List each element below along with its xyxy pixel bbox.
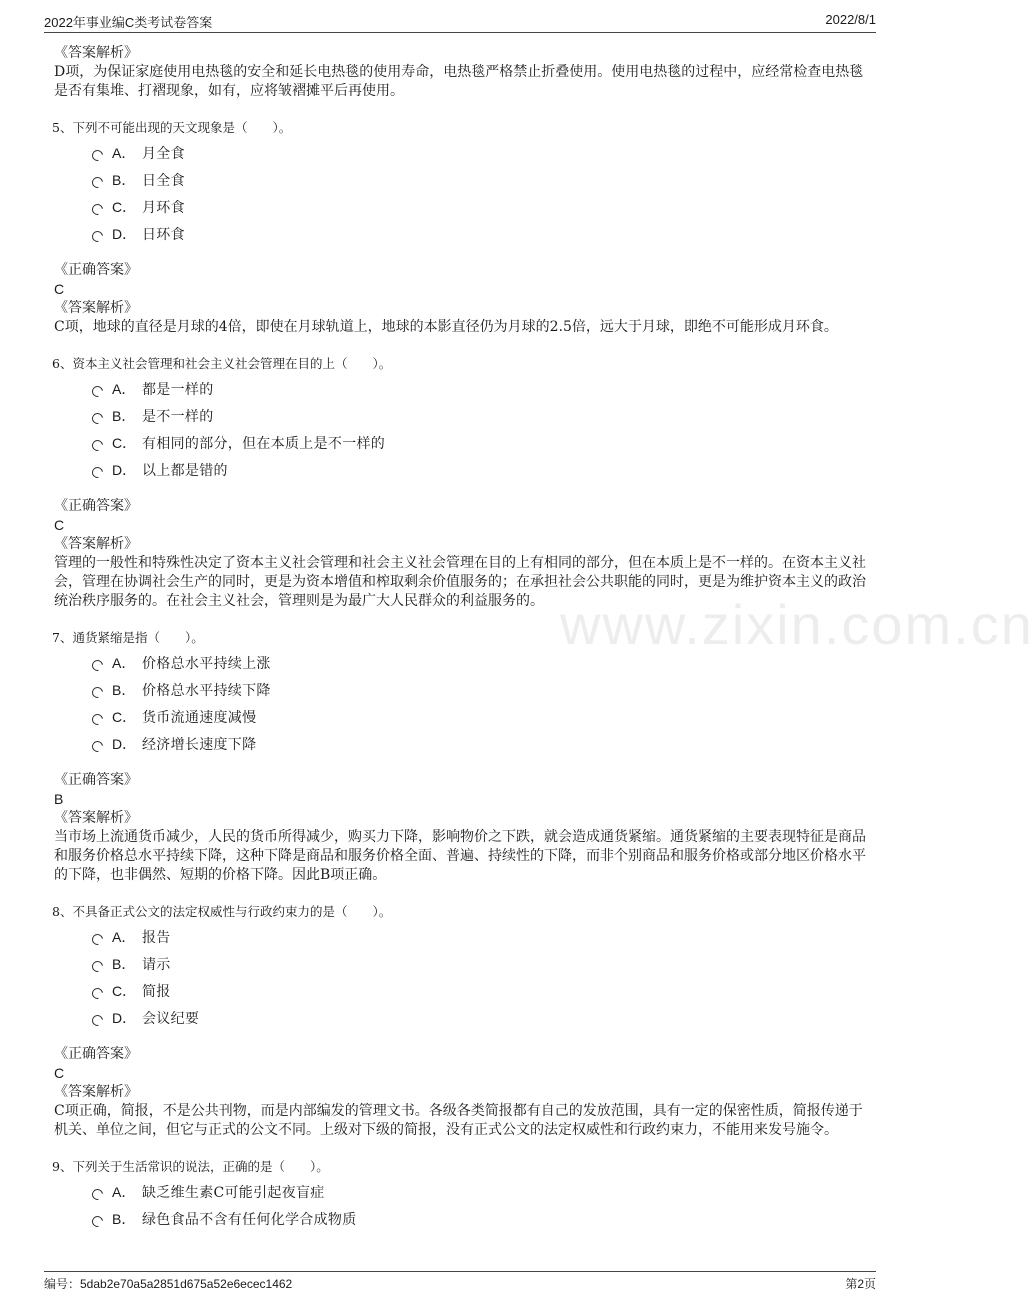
option-d[interactable]: D． 日环食 bbox=[92, 220, 866, 247]
radio-icon[interactable] bbox=[90, 658, 105, 673]
option-b[interactable]: B． 请示 bbox=[92, 950, 866, 977]
option-b[interactable]: B． 价格总水平持续下降 bbox=[92, 676, 866, 703]
radio-icon[interactable] bbox=[90, 986, 105, 1001]
question-stem: 5、下列不可能出现的天文现象是（ ）。 bbox=[52, 120, 292, 135]
option-c[interactable]: C． 有相同的部分，但在本质上是不一样的 bbox=[92, 429, 866, 456]
intro-analysis bbox=[54, 44, 866, 101]
question-7 bbox=[54, 629, 866, 885]
option-a[interactable]: A． 都是一样的 bbox=[92, 375, 866, 402]
option-d[interactable]: D． 经济增长速度下降 bbox=[92, 730, 866, 757]
answer-label: 《正确答案》 bbox=[54, 262, 138, 278]
radio-icon[interactable] bbox=[90, 712, 105, 727]
radio-icon[interactable] bbox=[90, 1214, 105, 1229]
question-5 bbox=[54, 119, 866, 337]
radio-icon[interactable] bbox=[90, 148, 105, 163]
document-title: 2022年事业编C类考试卷答案 bbox=[44, 15, 213, 30]
analysis-label: 《答案解析》 bbox=[54, 300, 138, 316]
radio-icon[interactable] bbox=[90, 438, 105, 453]
option-c[interactable]: C． 简报 bbox=[92, 977, 866, 1004]
analysis-label: 《答案解析》 bbox=[54, 536, 138, 552]
option-b[interactable]: B． 是不一样的 bbox=[92, 402, 866, 429]
analysis-text: 管理的一般性和特殊性决定了资本主义社会管理和社会主义社会管理在目的上有相同的部分，但在本质上是不一样的。在资本主义社会，管理在协调社会生产的同时，更是为资本增值和榨取剩余价值服务的；在承担社会公共职能的同时，更是为维护资本主义的政治统治秩序服务的。在社会主义社会，管理则是为最广大人民群众的利益服务的。 bbox=[54, 555, 866, 609]
analysis-label: 《答案解析》 bbox=[54, 1084, 138, 1100]
analysis-text: D项，为保证家庭使用电热毯的安全和延长电热毯的使用寿命，电热毯严格禁止折叠使用。使用电热毯的过程中，应经常检查电热毯是否有集堆、打褶现象，如有，应将皱褶摊平后再使用。 bbox=[54, 64, 864, 99]
page-number: 第2页 bbox=[845, 1277, 876, 1291]
option-b[interactable]: B． 绿色食品不含有任何化学合成物质 bbox=[92, 1205, 866, 1232]
question-stem: 8、不具备正式公文的法定权威性与行政约束力的是（ ）。 bbox=[52, 904, 392, 919]
question-8 bbox=[54, 903, 866, 1140]
option-a[interactable]: A． 月全食 bbox=[92, 139, 866, 166]
option-list bbox=[92, 923, 866, 1031]
radio-icon[interactable] bbox=[90, 384, 105, 399]
option-list bbox=[92, 649, 866, 757]
option-d[interactable]: D． 会议纪要 bbox=[92, 1004, 866, 1031]
option-list bbox=[92, 139, 866, 247]
answer-value: C bbox=[54, 517, 65, 533]
option-a[interactable]: A． 报告 bbox=[92, 923, 866, 950]
document-code: 编号：5dab2e70a5a2851d675a52e6ecec1462 bbox=[44, 1277, 293, 1291]
answer-value: C bbox=[54, 1065, 65, 1081]
question-stem: 6、资本主义社会管理和社会主义社会管理在目的上（ ）。 bbox=[52, 356, 392, 371]
radio-icon[interactable] bbox=[90, 739, 105, 754]
option-list bbox=[92, 375, 866, 483]
analysis-text: C项，地球的直径是月球的4倍，即使在月球轨道上，地球的本影直径仍为月球的2.5倍，远大于月球，即绝不可能形成月环食。 bbox=[54, 319, 838, 335]
option-a[interactable]: A． 缺乏维生素C可能引起夜盲症 bbox=[92, 1178, 866, 1205]
answer-label: 《正确答案》 bbox=[54, 1046, 138, 1062]
radio-icon[interactable] bbox=[90, 229, 105, 244]
radio-icon[interactable] bbox=[90, 959, 105, 974]
radio-icon[interactable] bbox=[90, 175, 105, 190]
option-d[interactable]: D． 以上都是错的 bbox=[92, 456, 866, 483]
radio-icon[interactable] bbox=[90, 202, 105, 217]
question-stem: 9、下列关于生活常识的说法，正确的是（ ）。 bbox=[52, 1159, 329, 1174]
document-date: 2022/8/1 bbox=[825, 12, 876, 27]
radio-icon[interactable] bbox=[90, 465, 105, 480]
answer-value: C bbox=[54, 281, 65, 297]
option-c[interactable]: C． 月环食 bbox=[92, 193, 866, 220]
option-a[interactable]: A． 价格总水平持续上涨 bbox=[92, 649, 866, 676]
radio-icon[interactable] bbox=[90, 411, 105, 426]
question-stem: 7、通货紧缩是指（ ）。 bbox=[52, 630, 204, 645]
analysis-label: 《答案解析》 bbox=[54, 45, 138, 61]
radio-icon[interactable] bbox=[90, 1013, 105, 1028]
page-footer bbox=[44, 1271, 876, 1294]
answer-value: B bbox=[54, 791, 64, 807]
radio-icon[interactable] bbox=[90, 1187, 105, 1202]
option-b[interactable]: B． 日全食 bbox=[92, 166, 866, 193]
analysis-text: C项正确，简报，不是公共刊物，而是内部编发的管理文书。各级各类简报都有自己的发放范围，具有一定的保密性质，简报传递于机关、单位之间，但它与正式的公文不同。上级对下级的简报，没有正式公文的法定权威性和行政约束力，不能用来发号施令。 bbox=[54, 1103, 863, 1138]
analysis-text: 当市场上流通货币减少，人民的货币所得减少，购买力下降，影响物价之下跌，就会造成通货紧缩。通货紧缩的主要表现特征是商品和服务价格总水平持续下降，这种下降是商品和服务价格全面、普遍、持续性的下降，而非个别商品和服务价格或部分地区价格水平的下降，也非偶然、短期的价格下降。因此B项正确。 bbox=[54, 829, 866, 883]
page-header bbox=[44, 10, 876, 33]
watermark: www.zixin.com.cn bbox=[560, 593, 1034, 656]
answer-label: 《正确答案》 bbox=[54, 498, 138, 514]
radio-icon[interactable] bbox=[90, 932, 105, 947]
option-list bbox=[92, 1178, 866, 1232]
answer-label: 《正确答案》 bbox=[54, 772, 138, 788]
question-6 bbox=[54, 355, 866, 611]
option-c[interactable]: C． 货币流通速度减慢 bbox=[92, 703, 866, 730]
radio-icon[interactable] bbox=[90, 685, 105, 700]
question-9 bbox=[54, 1158, 866, 1232]
analysis-label: 《答案解析》 bbox=[54, 810, 138, 826]
page-content bbox=[54, 44, 866, 1246]
